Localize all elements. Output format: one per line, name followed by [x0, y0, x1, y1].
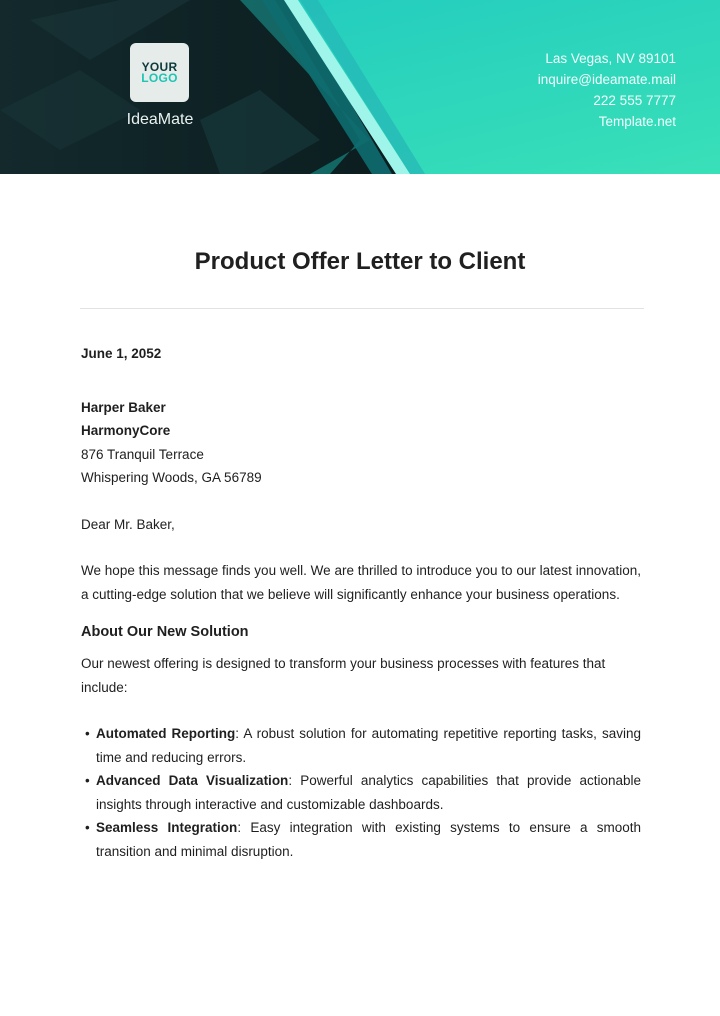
- recipient-company: HarmonyCore: [81, 423, 171, 438]
- section-heading: About Our New Solution: [81, 624, 249, 640]
- section-intro: Our newest offering is designed to transform your business processes with features that include:: [81, 656, 606, 695]
- contact-phone: 222 555 7777: [593, 93, 676, 108]
- letterhead-banner: [0, 0, 720, 174]
- feature-item: [81, 722, 641, 769]
- document-title: Product Offer Letter to Client: [194, 248, 526, 275]
- contact-info: [538, 48, 676, 132]
- recipient-city: Whispering Woods, GA 56789: [81, 470, 262, 485]
- title-divider: [80, 308, 644, 309]
- feature-title: Automated Reporting: [96, 726, 236, 741]
- contact-email: inquire@ideamate.mail: [537, 72, 676, 87]
- letter-date: June 1, 2052: [81, 346, 162, 361]
- logo-text-bottom: LOGO: [141, 70, 178, 85]
- feature-list: [81, 722, 641, 863]
- logo-text-top: YOUR: [141, 59, 178, 74]
- recipient-name: Harper Baker: [81, 399, 166, 415]
- contact-website: Template.net: [598, 114, 676, 129]
- feature-item: [81, 816, 641, 863]
- company-logo: [130, 43, 189, 102]
- company-name: IdeaMate: [126, 111, 194, 128]
- feature-description: : A robust solution for automating repetitive reporting tasks, saving time and reducing errors.: [96, 726, 641, 765]
- feature-description: : Easy integration with existing systems to ensure a smooth transition and minimal disruption.: [96, 820, 641, 859]
- feature-description: : Powerful analytics capabilities that provide actionable insights through interactive and customizable dashboards.: [96, 773, 641, 812]
- recipient-street: 876 Tranquil Terrace: [81, 446, 204, 462]
- contact-address: Las Vegas, NV 89101: [545, 51, 676, 66]
- salutation: Dear Mr. Baker,: [81, 516, 175, 532]
- feature-title: Seamless Integration: [96, 820, 238, 835]
- letter-body: [81, 342, 641, 863]
- recipient-block: [81, 396, 641, 490]
- feature-item: [81, 769, 641, 816]
- intro-paragraph: We hope this message finds you well. We are thrilled to introduce you to our latest innovation, a cutting-edge solution that we believe will significantly enhance your business operations.: [81, 563, 641, 602]
- feature-title: Advanced Data Visualization: [96, 773, 289, 788]
